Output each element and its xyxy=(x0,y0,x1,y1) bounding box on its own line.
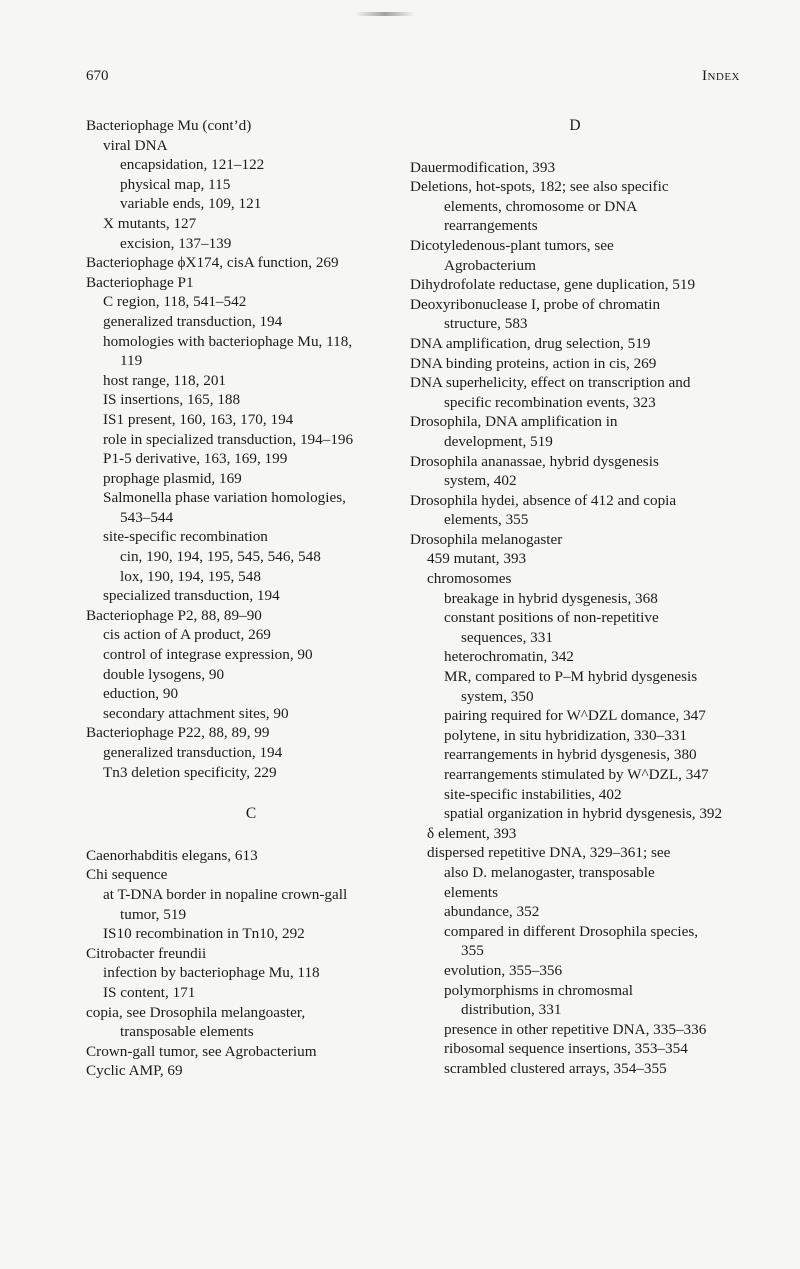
index-entry: copia, see Drosophila melangoaster, xyxy=(86,1003,306,1021)
index-entry: development, 519 xyxy=(444,432,553,450)
index-entry: Deoxyribonuclease I, probe of chromatin xyxy=(410,295,661,313)
index-entry: Dihydrofolate reductase, gene duplication, 519 xyxy=(410,276,696,294)
index-entry: presence in other repetitive DNA, 335–336 xyxy=(444,1020,707,1038)
index-entry: sequences, 331 xyxy=(461,628,553,646)
index-entry: 543–544 xyxy=(120,508,174,526)
index-entry: C region, 118, 541–542 xyxy=(103,293,247,311)
index-entry: generalized transduction, 194 xyxy=(103,312,283,330)
index-entry: site-specific instabilities, 402 xyxy=(444,785,622,803)
index-entry: specialized transduction, 194 xyxy=(103,587,280,605)
index-entry: Tn3 deletion specificity, 229 xyxy=(103,763,277,781)
index-entry: Drosophila melanogaster xyxy=(410,530,563,548)
index-entry: double lysogens, 90 xyxy=(103,665,225,683)
index-entry: Salmonella phase variation homologies, xyxy=(103,489,346,507)
scan-artifact xyxy=(355,12,415,16)
index-entry: P1-5 derivative, 163, 169, 199 xyxy=(103,450,288,468)
index-entry: Dauermodification, 393 xyxy=(410,158,556,176)
index-entry: IS insertions, 165, 188 xyxy=(103,391,241,409)
index-entry: compared in different Drosophila species, xyxy=(444,922,699,940)
page-header xyxy=(86,68,740,90)
index-entry: distribution, 331 xyxy=(461,1001,562,1019)
index-entry: IS content, 171 xyxy=(103,983,196,1001)
index-entry: evolution, 355–356 xyxy=(444,961,563,979)
index-entry: elements xyxy=(444,883,498,901)
index-entry: 119 xyxy=(120,352,143,370)
running-title: Index xyxy=(701,68,740,84)
index-entry: DNA superhelicity, effect on transcription and xyxy=(410,374,691,392)
index-entry: eduction, 90 xyxy=(103,685,179,703)
index-entry: Bacteriophage P1 xyxy=(86,273,194,291)
index-entry: 355 xyxy=(461,942,484,960)
index-entry: scrambled clustered arrays, 354–355 xyxy=(444,1059,667,1077)
index-entry: rearrangements in hybrid dysgenesis, 380 xyxy=(444,746,697,764)
index-entry: system, 350 xyxy=(461,687,534,705)
index-entry: excision, 137–139 xyxy=(120,234,232,252)
index-entry: rearrangements stimulated by W^DZL, 347 xyxy=(444,766,709,783)
index-entry: Bacteriophage ϕX174, cisA function, 269 xyxy=(86,254,339,272)
index-entry: host range, 118, 201 xyxy=(103,371,227,389)
index-entry: role in specialized transduction, 194–196 xyxy=(103,430,354,448)
index-entry: physical map, 115 xyxy=(120,175,231,193)
index-entry: control of integrase expression, 90 xyxy=(103,646,313,664)
index-entry: IS10 recombination in Tn10, 292 xyxy=(103,925,305,943)
index-entry: elements, chromosome or DNA xyxy=(444,197,638,215)
index-entry: Crown-gall tumor, see Agrobacterium xyxy=(86,1042,317,1060)
index-entry: generalized transduction, 194 xyxy=(103,744,283,761)
index-entry: tumor, 519 xyxy=(120,905,187,923)
index-column-left xyxy=(86,116,416,1081)
index-entry: prophage plasmid, 169 xyxy=(103,469,242,487)
index-entry: pairing required for W^DZL domance, 347 xyxy=(444,707,706,725)
index-entry: Chi sequence xyxy=(86,866,168,884)
index-entry: cis action of A product, 269 xyxy=(103,626,271,644)
index-entry: dispersed repetitive DNA, 329–361; see xyxy=(427,844,671,862)
index-entry: δ element, 393 xyxy=(427,824,517,842)
index-entry: constant positions of non-repetitive xyxy=(444,609,659,627)
index-entry: transposable elements xyxy=(120,1023,254,1041)
page-number: 670 xyxy=(86,68,109,84)
index-entry: also D. melanogaster, transposable xyxy=(444,863,655,881)
index-entry: 459 mutant, 393 xyxy=(427,550,527,568)
index-entry: at T-DNA border in nopaline crown-gall xyxy=(103,885,348,903)
index-entry: Deletions, hot-spots, 182; see also specific xyxy=(410,178,669,196)
index-entry: Cyclic AMP, 69 xyxy=(86,1062,183,1080)
index-entry: chromosomes xyxy=(427,570,512,588)
index-entry: MR, compared to P–M hybrid dysgenesis xyxy=(444,668,698,686)
index-entry: Citrobacter freundii xyxy=(86,944,207,962)
index-entry: breakage in hybrid dysgenesis, 368 xyxy=(444,589,658,607)
index-entry: X mutants, 127 xyxy=(103,214,197,232)
index-column-right xyxy=(410,116,740,1079)
index-entry: Dicotyledenous-plant tumors, see xyxy=(410,236,614,254)
index-entry: homologies with bacteriophage Mu, 118, xyxy=(103,332,353,350)
index-entry: Drosophila ananassae, hybrid dysgenesis xyxy=(410,452,659,470)
index-entry: viral DNA xyxy=(103,136,168,154)
index-entry: Drosophila hydei, absence of 412 and copia xyxy=(410,491,677,509)
index-entry: lox, 190, 194, 195, 548 xyxy=(120,567,261,585)
index-entry: rearrangements xyxy=(444,217,538,235)
index-entry: ribosomal sequence insertions, 353–354 xyxy=(444,1040,688,1058)
index-entry: site-specific recombination xyxy=(103,528,268,546)
index-entry: polymorphisms in chromosmal xyxy=(444,981,633,999)
section-letter: C xyxy=(245,805,257,823)
index-entry: encapsidation, 121–122 xyxy=(120,156,265,174)
index-entry: secondary attachment sites, 90 xyxy=(103,704,289,722)
index-entry: IS1 present, 160, 163, 170, 194 xyxy=(103,410,294,428)
index-entry: variable ends, 109, 121 xyxy=(120,195,262,213)
index-entry: heterochromatin, 342 xyxy=(444,648,574,666)
index-entry: Bacteriophage P2, 88, 89–90 xyxy=(86,606,262,624)
index-entry: Bacteriophage P22, 88, 89, 99 xyxy=(86,724,270,742)
index-entry: DNA binding proteins, action in cis, 269 xyxy=(410,354,657,372)
index-entry: Drosophila, DNA amplification in xyxy=(410,413,618,431)
index-entry: Bacteriophage Mu (cont’d) xyxy=(86,117,252,134)
section-letter: D xyxy=(569,117,581,134)
index-entry: infection by bacteriophage Mu, 118 xyxy=(103,964,320,982)
index-entry: abundance, 352 xyxy=(444,903,540,921)
index-entry: cin, 190, 194, 195, 545, 546, 548 xyxy=(120,548,321,566)
index-entry: elements, 355 xyxy=(444,511,529,529)
index-entry: Agrobacterium xyxy=(444,256,536,274)
index-entry: DNA amplification, drug selection, 519 xyxy=(410,334,651,352)
index-entry: spatial organization in hybrid dysgenesis, 392 xyxy=(444,805,723,823)
index-entry: system, 402 xyxy=(444,472,517,490)
index-entry: Caenorhabditis elegans, 613 xyxy=(86,846,258,864)
index-entry: polytene, in situ hybridization, 330–331 xyxy=(444,726,687,744)
index-entry: structure, 583 xyxy=(444,315,528,333)
index-entry: specific recombination events, 323 xyxy=(444,393,656,411)
